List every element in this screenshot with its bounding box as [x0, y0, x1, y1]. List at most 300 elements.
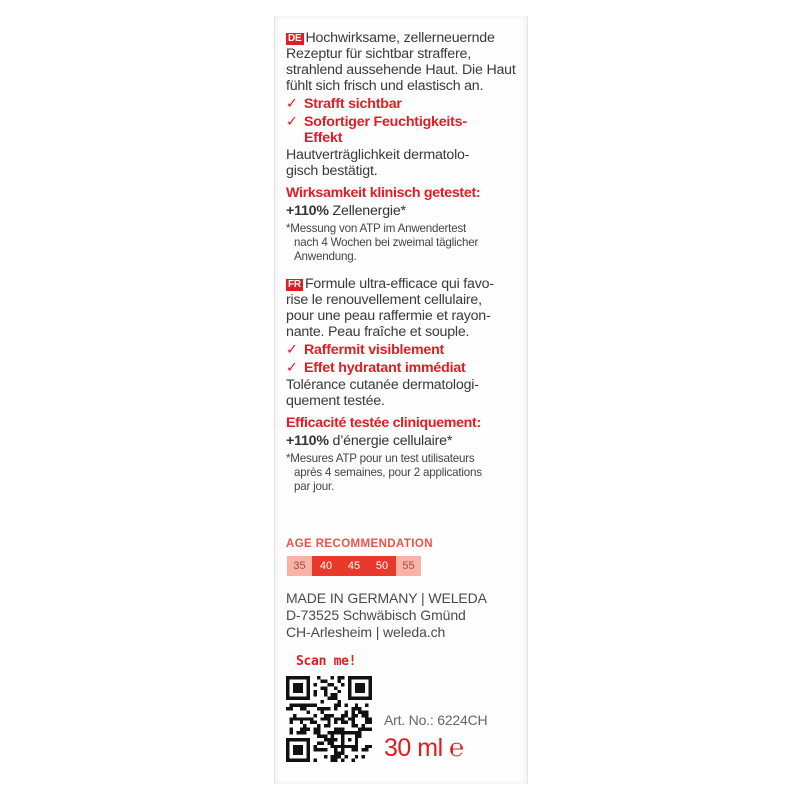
qr-module: [289, 704, 292, 707]
qr-module: [317, 707, 320, 710]
qr-module: [369, 728, 372, 731]
qr-module: [365, 721, 368, 724]
qr-module: [296, 686, 299, 689]
qr-module: [300, 752, 303, 755]
qr-module: [338, 676, 341, 679]
qr-module: [351, 748, 354, 751]
qr-module: [341, 738, 344, 741]
qr-module: [348, 676, 351, 679]
qr-module: [355, 686, 358, 689]
qr-module: [334, 748, 337, 751]
qr-module: [358, 707, 361, 710]
fr-clinical-heading: Efficacité testée cliniquement:: [286, 415, 481, 431]
qr-module: [338, 679, 341, 682]
qr-module: [300, 728, 303, 731]
qr-module: [355, 683, 358, 686]
qr-module: [344, 714, 347, 717]
qr-module: [338, 704, 341, 707]
qr-module: [300, 690, 303, 693]
age-cell: 45: [340, 556, 368, 576]
qr-module: [293, 738, 296, 741]
qr-module: [341, 714, 344, 717]
qr-module: [314, 728, 317, 731]
qr-module: [331, 734, 334, 737]
qr-module: [338, 717, 341, 720]
qr-module: [296, 717, 299, 720]
qr-module: [365, 704, 368, 707]
qr-module: [334, 759, 337, 762]
qr-module: [365, 748, 368, 751]
manufacturer-info: MADE IN GERMANY | WELEDA D-73525 Schwäbisch Gmünd CH-Arlesheim | weleda.ch: [286, 590, 487, 640]
qr-module: [334, 686, 337, 689]
qr-module: [307, 676, 310, 679]
qr-module: [293, 683, 296, 686]
qr-module: [338, 731, 341, 734]
age-cell: 55: [396, 556, 421, 576]
qr-module: [369, 679, 372, 682]
qr-module: [289, 717, 292, 720]
qr-module: [334, 697, 337, 700]
qr-module: [324, 724, 327, 727]
qr-module: [307, 697, 310, 700]
qr-module: [341, 748, 344, 751]
qr-module: [362, 690, 365, 693]
qr-module: [307, 717, 310, 720]
qr-module: [327, 724, 330, 727]
qr-module: [307, 752, 310, 755]
qr-module: [334, 717, 337, 720]
qr-module: [293, 759, 296, 762]
qr-module: [327, 717, 330, 720]
qr-module: [293, 690, 296, 693]
qr-module: [355, 738, 358, 741]
qr-module: [351, 676, 354, 679]
qr-module: [300, 704, 303, 707]
qr-module: [341, 721, 344, 724]
qr-module: [310, 721, 313, 724]
qr-module: [338, 690, 341, 693]
qr-module: [286, 738, 289, 741]
qr-module: [355, 697, 358, 700]
qr-module: [348, 745, 351, 748]
qr-module: [307, 683, 310, 686]
qr-module: [286, 748, 289, 751]
de-footnote: *Messung von ATP im Anwendertest nach 4 Wochen bei zweimal täglicher Anwendung.: [286, 222, 479, 263]
qr-module: [327, 738, 330, 741]
qr-module: [307, 679, 310, 682]
qr-module: [334, 693, 337, 696]
qr-module: [327, 707, 330, 710]
de-clinical-heading: Wirksamkeit klinisch getestet:: [286, 185, 481, 201]
qr-module: [327, 741, 330, 744]
qr-module: [351, 714, 354, 717]
qr-module: [300, 697, 303, 700]
qr-module: [344, 721, 347, 724]
qr-module: [289, 759, 292, 762]
qr-module: [365, 745, 368, 748]
qr-module: [307, 710, 310, 713]
qr-module: [289, 676, 292, 679]
qr-module: [355, 690, 358, 693]
qr-module: [307, 693, 310, 696]
qr-module: [314, 704, 317, 707]
qr-module: [358, 676, 361, 679]
qr-module: [348, 731, 351, 734]
qr-module: [344, 710, 347, 713]
qr-module: [362, 714, 365, 717]
qr-module: [351, 745, 354, 748]
qr-module: [300, 738, 303, 741]
qr-module: [355, 748, 358, 751]
qr-module: [296, 676, 299, 679]
qr-module: [355, 755, 358, 758]
qr-module: [355, 734, 358, 737]
qr-module: [314, 690, 317, 693]
qr-module: [355, 676, 358, 679]
qr-module: [286, 755, 289, 758]
checkmark-icon: ✓: [286, 114, 298, 130]
qr-module: [307, 728, 310, 731]
qr-module: [331, 745, 334, 748]
scan-me-label: Scan me!: [296, 654, 357, 669]
qr-module: [314, 693, 317, 696]
qr-module: [320, 686, 323, 689]
qr-module: [293, 676, 296, 679]
qr-module: [324, 738, 327, 741]
qr-module: [338, 728, 341, 731]
qr-module: [286, 679, 289, 682]
qr-module: [334, 755, 337, 758]
qr-module: [296, 759, 299, 762]
qr-module: [348, 738, 351, 741]
qr-module: [289, 731, 292, 734]
de-benefit-2: ✓ Sofortiger Feuchtigkeits- Effekt: [286, 114, 467, 146]
qr-module: [358, 731, 361, 734]
qr-module: [362, 697, 365, 700]
qr-module: [331, 683, 334, 686]
qr-module: [362, 755, 365, 758]
qr-module: [307, 686, 310, 689]
qr-module: [358, 683, 361, 686]
qr-module: [369, 676, 372, 679]
qr-module: [307, 704, 310, 707]
qr-module: [348, 693, 351, 696]
qr-module: [331, 693, 334, 696]
qr-module: [286, 752, 289, 755]
qr-module: [334, 721, 337, 724]
qr-module: [348, 697, 351, 700]
qr-module: [296, 683, 299, 686]
qr-module: [289, 721, 292, 724]
qr-module: [289, 728, 292, 731]
qr-module: [317, 741, 320, 744]
qr-module: [351, 710, 354, 713]
qr-module: [289, 697, 292, 700]
qr-module: [324, 690, 327, 693]
qr-module: [362, 728, 365, 731]
qr-module: [351, 717, 354, 720]
qr-module: [324, 707, 327, 710]
qr-module: [341, 731, 344, 734]
qr-module: [314, 721, 317, 724]
qr-module: [303, 707, 306, 710]
de-language-tag: DE: [288, 33, 302, 44]
volume-label: 30 ml ℮: [384, 734, 464, 762]
qr-module: [369, 745, 372, 748]
qr-module: [351, 697, 354, 700]
qr-module: [293, 697, 296, 700]
qr-module: [300, 748, 303, 751]
qr-module: [331, 741, 334, 744]
qr-module: [355, 707, 358, 710]
qr-module: [317, 724, 320, 727]
qr-module: [310, 704, 313, 707]
qr-module: [286, 759, 289, 762]
qr-module: [307, 759, 310, 762]
qr-module: [341, 683, 344, 686]
qr-module: [334, 738, 337, 741]
qr-module: [320, 707, 323, 710]
qr-module: [369, 717, 372, 720]
qr-module: [286, 690, 289, 693]
qr-module: [300, 707, 303, 710]
qr-module: [334, 707, 337, 710]
qr-module: [303, 738, 306, 741]
qr-module: [362, 686, 365, 689]
qr-module: [300, 721, 303, 724]
qr-module: [307, 741, 310, 744]
qr-module: [369, 697, 372, 700]
qr-module: [351, 731, 354, 734]
qr-module: [341, 752, 344, 755]
qr-module: [331, 755, 334, 758]
qr-module: [369, 686, 372, 689]
qr-module: [314, 714, 317, 717]
qr-module: [300, 759, 303, 762]
qr-module: [303, 697, 306, 700]
qr-module: [293, 752, 296, 755]
qr-module: [303, 759, 306, 762]
qr-module: [365, 728, 368, 731]
qr-module: [338, 755, 341, 758]
qr-module: [286, 741, 289, 744]
qr-module: [324, 714, 327, 717]
qr-module: [338, 752, 341, 755]
qr-module: [338, 700, 341, 703]
qr-module: [293, 704, 296, 707]
qr-module: [369, 683, 372, 686]
qr-code-icon[interactable]: [286, 676, 372, 767]
qr-module: [320, 710, 323, 713]
qr-module: [348, 683, 351, 686]
qr-module: [327, 721, 330, 724]
qr-module: [303, 676, 306, 679]
qr-module: [351, 721, 354, 724]
qr-module: [369, 690, 372, 693]
qr-module: [331, 759, 334, 762]
qr-module: [362, 676, 365, 679]
qr-module: [286, 693, 289, 696]
qr-module: [317, 676, 320, 679]
qr-module: [351, 759, 354, 762]
qr-module: [307, 755, 310, 758]
qr-module: [317, 734, 320, 737]
fr-language-tag: FR: [288, 279, 301, 290]
de-benefit-1: ✓ Strafft sichtbar: [286, 96, 402, 112]
qr-module: [296, 697, 299, 700]
fr-benefit-1: ✓ Raffermit visiblement: [286, 342, 445, 358]
qr-module: [341, 676, 344, 679]
qr-module: [300, 717, 303, 720]
qr-module: [334, 731, 337, 734]
qr-module: [300, 683, 303, 686]
age-cell: 40: [312, 556, 340, 576]
qr-module: [355, 731, 358, 734]
qr-module: [286, 707, 289, 710]
age-cell: 50: [368, 556, 396, 576]
qr-module: [293, 686, 296, 689]
qr-module: [358, 710, 361, 713]
qr-module: [303, 728, 306, 731]
qr-module: [296, 752, 299, 755]
qr-module: [300, 745, 303, 748]
fr-tolerance: Tolérance cutanée dermatologi- quement testée.: [286, 377, 479, 409]
qr-module: [317, 728, 320, 731]
qr-module: [300, 676, 303, 679]
qr-module: [296, 731, 299, 734]
qr-module: [327, 714, 330, 717]
qr-module: [286, 676, 289, 679]
qr-module: [355, 714, 358, 717]
qr-module: [358, 697, 361, 700]
qr-module: [286, 697, 289, 700]
qr-module: [358, 690, 361, 693]
age-cell: 35: [287, 556, 312, 576]
qr-module: [331, 697, 334, 700]
qr-module: [307, 748, 310, 751]
qr-module: [320, 748, 323, 751]
qr-module: [362, 748, 365, 751]
qr-module: [341, 745, 344, 748]
qr-module: [365, 676, 368, 679]
checkmark-icon: ✓: [286, 360, 298, 376]
qr-module: [341, 728, 344, 731]
qr-module: [355, 745, 358, 748]
qr-module: [286, 686, 289, 689]
qr-module: [334, 704, 337, 707]
qr-module: [296, 748, 299, 751]
qr-module: [303, 717, 306, 720]
qr-module: [324, 748, 327, 751]
qr-module: [303, 724, 306, 727]
qr-module: [344, 755, 347, 758]
qr-module: [307, 745, 310, 748]
qr-module: [314, 731, 317, 734]
qr-module: [293, 748, 296, 751]
qr-module: [355, 704, 358, 707]
qr-module: [344, 745, 347, 748]
qr-module: [324, 693, 327, 696]
qr-module: [334, 752, 337, 755]
qr-module: [338, 745, 341, 748]
qr-module: [296, 738, 299, 741]
qr-module: [348, 679, 351, 682]
qr-module: [317, 731, 320, 734]
qr-module: [293, 717, 296, 720]
qr-module: [293, 714, 296, 717]
qr-module: [289, 707, 292, 710]
qr-module: [289, 738, 292, 741]
qr-module: [324, 734, 327, 737]
qr-module: [296, 690, 299, 693]
qr-module: [331, 714, 334, 717]
qr-module: [369, 693, 372, 696]
qr-module: [334, 728, 337, 731]
qr-module: [358, 728, 361, 731]
qr-module: [320, 679, 323, 682]
qr-module: [324, 679, 327, 682]
qr-module: [365, 714, 368, 717]
qr-module: [314, 683, 317, 686]
qr-module: [307, 738, 310, 741]
de-tolerance: Hautverträglichkeit dermatolo- gisch bestätigt.: [286, 147, 470, 179]
qr-module: [320, 741, 323, 744]
qr-module: [362, 710, 365, 713]
qr-module: [362, 724, 365, 727]
qr-module: [341, 734, 344, 737]
qr-module: [320, 700, 323, 703]
qr-module: [355, 724, 358, 727]
qr-module: [365, 710, 368, 713]
de-intro: DE Hochwirksame, zellerneuernde Rezeptur für sichtbar straffere, strahlend aussehende Haut. Die Haut fühlt sich frisch und elastisch an.: [286, 30, 516, 94]
qr-module: [358, 686, 361, 689]
qr-module: [348, 686, 351, 689]
fr-benefit-2: ✓ Effet hydratant immédiat: [286, 360, 466, 376]
qr-module: [362, 683, 365, 686]
qr-module: [324, 717, 327, 720]
qr-module: [296, 704, 299, 707]
qr-module: [348, 717, 351, 720]
qr-module: [300, 686, 303, 689]
qr-module: [300, 731, 303, 734]
qr-module: [351, 724, 354, 727]
qr-module: [310, 717, 313, 720]
qr-module: [331, 731, 334, 734]
qr-module: [320, 734, 323, 737]
qr-module: [365, 717, 368, 720]
qr-module: [296, 745, 299, 748]
qr-module: [369, 721, 372, 724]
qr-module: [327, 697, 330, 700]
qr-module: [286, 745, 289, 748]
qr-module: [314, 745, 317, 748]
qr-module: [314, 759, 317, 762]
qr-module: [348, 690, 351, 693]
de-clinical-result: +110% Zellenergie*: [286, 203, 406, 219]
qr-module: [314, 748, 317, 751]
fr-intro: FR Formule ultra-efficace qui favo- rise le renouvellement cellulaire, pour une peau raffermie et rayon- nante. Peau fraîche et souple.: [286, 276, 494, 340]
qr-module: [286, 683, 289, 686]
qr-module: [331, 676, 334, 679]
qr-module: [344, 704, 347, 707]
qr-module: [334, 745, 337, 748]
qr-module: [341, 717, 344, 720]
qr-module: [341, 759, 344, 762]
article-number: Art. No.: 6224CH: [384, 712, 488, 728]
qr-module: [327, 683, 330, 686]
fr-footnote: *Mesures ATP pour un test utilisateurs après 4 semaines, pour 2 applications par jour.: [286, 452, 482, 493]
qr-module: [344, 731, 347, 734]
